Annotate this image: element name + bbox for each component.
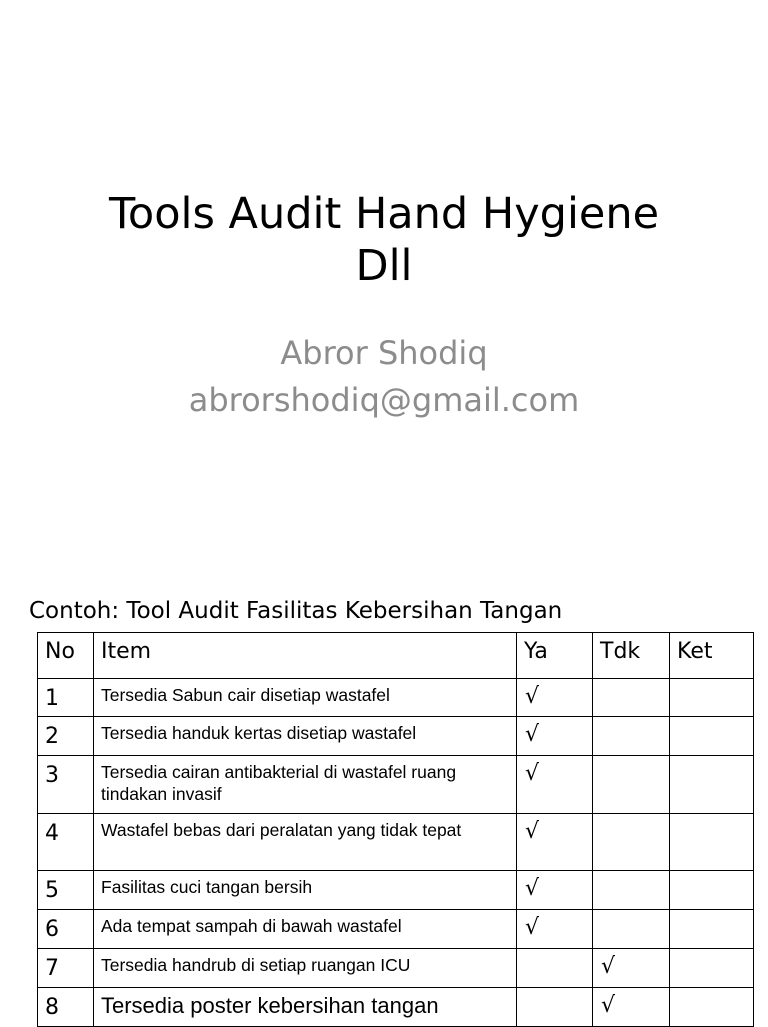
table-row: [38, 717, 754, 756]
cell-no: 8: [38, 988, 94, 1027]
slide-title-line-2: Dll: [355, 241, 413, 291]
column-header-tdk: Tdk: [593, 633, 670, 679]
cell-item: Wastafel bebas dari peralatan yang tidak tepat: [94, 814, 517, 871]
cell-tdk: [593, 814, 670, 871]
author-email: abrorshodiq@gmail.com: [188, 381, 580, 419]
check-mark: √: [525, 761, 540, 786]
cell-no: 4: [38, 814, 94, 871]
cell-item: Fasilitas cuci tangan bersih: [94, 871, 517, 910]
table-row: [38, 871, 754, 910]
cell-ket: [670, 756, 754, 814]
check-mark: √: [525, 915, 540, 940]
cell-no: 7: [38, 949, 94, 988]
check-mark: √: [601, 993, 616, 1018]
table-row: [38, 910, 754, 949]
cell-ya: [517, 717, 593, 756]
cell-tdk: [593, 756, 670, 814]
cell-tdk: [593, 871, 670, 910]
cell-ket: [670, 871, 754, 910]
cell-no: 3: [38, 756, 94, 814]
slide-subtitle: [0, 330, 768, 424]
table-row: [38, 756, 754, 814]
table-row: [38, 679, 754, 717]
check-mark: √: [525, 722, 540, 747]
cell-no: 6: [38, 910, 94, 949]
cell-ya: [517, 679, 593, 717]
cell-ket: [670, 988, 754, 1027]
cell-item: Tersedia Sabun cair disetiap wastafel: [94, 679, 517, 717]
cell-item: Ada tempat sampah di bawah wastafel: [94, 910, 517, 949]
cell-ya: [517, 910, 593, 949]
cell-no: 5: [38, 871, 94, 910]
check-mark: √: [601, 954, 616, 979]
cell-ket: [670, 814, 754, 871]
column-header-ya: Ya: [517, 633, 593, 679]
cell-tdk: [593, 988, 670, 1027]
cell-tdk: [593, 679, 670, 717]
cell-no: 2: [38, 717, 94, 756]
table-row: [38, 814, 754, 871]
column-header-ket: Ket: [670, 633, 754, 679]
cell-ket: [670, 910, 754, 949]
check-mark: √: [525, 819, 540, 844]
cell-no: 1: [38, 679, 94, 717]
slide-title: [0, 188, 768, 292]
column-header-no: No: [38, 633, 94, 679]
cell-item: Tersedia cairan antibakterial di wastafel ruang tindakan invasif: [94, 756, 517, 814]
table-row: [38, 988, 754, 1027]
check-mark: √: [525, 684, 540, 709]
cell-tdk: [593, 949, 670, 988]
cell-ya: [517, 756, 593, 814]
table-caption: Contoh: Tool Audit Fasilitas Kebersihan Tangan: [29, 598, 563, 624]
cell-tdk: [593, 717, 670, 756]
cell-ya: [517, 949, 593, 988]
cell-item: Tersedia poster kebersihan tangan: [94, 988, 517, 1027]
check-mark: √: [525, 876, 540, 901]
cell-item: Tersedia handuk kertas disetiap wastafel: [94, 717, 517, 756]
cell-ket: [670, 679, 754, 717]
table-row: [38, 949, 754, 988]
cell-ya: [517, 814, 593, 871]
cell-item: Tersedia handrub di setiap ruangan ICU: [94, 949, 517, 988]
cell-tdk: [593, 910, 670, 949]
cell-ya: [517, 988, 593, 1027]
audit-table: [37, 632, 754, 1027]
table-header-row: [38, 633, 754, 679]
column-header-item: Item: [94, 633, 517, 679]
author-name: Abror Shodiq: [280, 334, 488, 372]
cell-ket: [670, 717, 754, 756]
slide-title-line-1: Tools Audit Hand Hygiene: [108, 189, 660, 239]
cell-ya: [517, 871, 593, 910]
cell-ket: [670, 949, 754, 988]
